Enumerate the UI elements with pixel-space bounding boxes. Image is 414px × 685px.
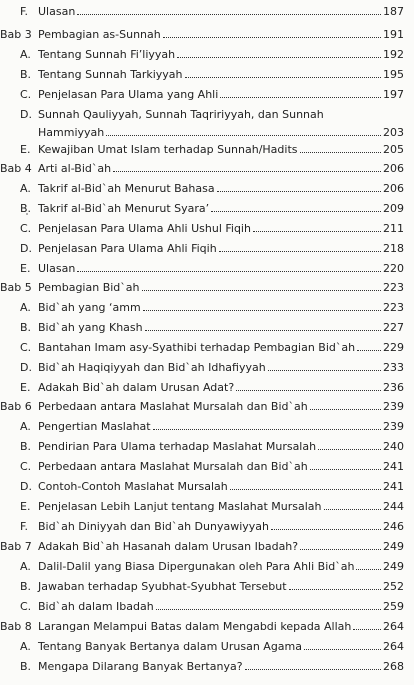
toc-section-row[interactable]: [20, 143, 404, 156]
toc-section-row[interactable]: [20, 361, 404, 374]
dot-leader: [143, 310, 381, 311]
entry-title: Pembagian Bid`ah: [38, 281, 140, 294]
page-number: 192: [383, 48, 404, 61]
section-letter: C.: [20, 88, 32, 101]
page-number: 211: [383, 222, 404, 235]
entry-title: Mengapa Dilarang Banyak Bertanya?: [38, 660, 243, 673]
entry-title: Tentang Sunnah Fi’liyyah: [38, 48, 176, 61]
section-letter: A.: [20, 301, 31, 314]
section-letter: B.: [20, 660, 32, 673]
page-number: 187: [383, 5, 404, 18]
page-number: 206: [383, 182, 404, 195]
section-letter: B.: [20, 68, 32, 81]
dot-leader: [304, 649, 381, 650]
entry-title: Bid`ah yang ‘amm: [38, 301, 141, 314]
section-letter: D.: [20, 108, 32, 121]
section-letter: D.: [20, 480, 32, 493]
entry-title: Bid`ah dalam Ibadah: [38, 600, 154, 613]
toc-section-row[interactable]: [20, 420, 404, 433]
page-number: 223: [383, 281, 404, 294]
dot-leader: [142, 290, 382, 291]
section-letter: C.: [20, 460, 32, 473]
dot-leader: [318, 449, 381, 450]
page-number: 218: [383, 242, 404, 255]
dot-leader: [211, 211, 381, 212]
section-letter: A.: [20, 640, 31, 653]
toc-section-row[interactable]: [20, 202, 404, 215]
entry-title: Bid`ah Haqiqiyyah dan Bid`ah Idhafiyyah: [38, 361, 266, 374]
toc-section-row[interactable]: [20, 341, 404, 354]
entry-title: Bantahan Imam asy-Syathibi terhadap Pembagian Bid`ah: [38, 341, 356, 354]
page-number: 246: [383, 520, 404, 533]
entry-title: Jawaban terhadap Syubhat-Syubhat Tersebut: [38, 580, 287, 593]
page-number: 239: [383, 420, 404, 433]
section-letter: C.: [20, 222, 32, 235]
toc-section-row[interactable]: [20, 222, 404, 235]
entry-title: Ulasan: [38, 5, 76, 18]
toc-section-row[interactable]: [20, 480, 404, 493]
entry-title: Pengertian Maslahat: [38, 420, 151, 433]
section-letter: B.: [20, 580, 32, 593]
dot-leader: [353, 629, 381, 630]
entry-title: Bid`ah Diniyyah dan Bid`ah Dunyawiyyah: [38, 520, 270, 533]
page-number: 259: [383, 600, 404, 613]
dot-leader: [300, 549, 381, 550]
chapter-number: Bab 6: [0, 400, 32, 413]
page-number: 209: [383, 202, 404, 215]
toc-section-row[interactable]: [20, 640, 404, 653]
page-number: 227: [383, 321, 404, 334]
toc-chapter-row[interactable]: [0, 400, 404, 413]
toc-section-row[interactable]: [20, 560, 404, 573]
toc-chapter-row[interactable]: [0, 28, 404, 41]
toc-chapter-row[interactable]: [0, 620, 404, 633]
section-letter: B.: [20, 440, 32, 453]
page-number: 236: [383, 381, 404, 394]
page-number: 241: [383, 460, 404, 473]
page-number: 191: [383, 28, 404, 41]
section-letter: A.: [20, 48, 31, 61]
entry-title: Penjelasan Para Ulama Ahli Fiqih: [38, 242, 217, 255]
dot-leader: [230, 489, 381, 490]
dot-leader: [77, 271, 381, 272]
section-letter: A.: [20, 182, 31, 195]
toc-section-row[interactable]: [20, 580, 404, 593]
toc-section-row[interactable]: [20, 440, 404, 453]
section-letter: B.: [20, 321, 32, 334]
dot-leader: [324, 509, 382, 510]
page-number: 241: [383, 480, 404, 493]
entry-title-continuation: Hammiyyah: [38, 126, 105, 139]
section-letter: D.: [20, 242, 32, 255]
dot-leader: [253, 231, 381, 232]
toc-section-row[interactable]: [20, 321, 404, 334]
entry-title: Adakah Bid`ah dalam Urusan Adat?: [38, 381, 235, 394]
section-letter: F.: [20, 5, 29, 18]
dot-leader: [177, 57, 381, 58]
dot-leader: [357, 350, 381, 351]
section-letter: F.: [20, 520, 29, 533]
section-letter: B.: [20, 202, 32, 215]
page-number: 229: [383, 341, 404, 354]
chapter-number: Bab 5: [0, 281, 32, 294]
page-number: 223: [383, 301, 404, 314]
page-number: 239: [383, 400, 404, 413]
page-number: 233: [383, 361, 404, 374]
page-number: 195: [383, 68, 404, 81]
dot-leader: [113, 171, 381, 172]
section-letter: D.: [20, 361, 32, 374]
page-number: 203: [383, 126, 404, 139]
chapter-number: Bab 7: [0, 540, 32, 553]
page-number: 205: [383, 143, 404, 156]
page-number: 197: [383, 88, 404, 101]
entry-title: Contoh-Contoh Maslahat Mursalah: [38, 480, 228, 493]
dot-leader: [77, 14, 381, 15]
page-number: 249: [383, 540, 404, 553]
toc-section-row[interactable]: [20, 301, 404, 314]
page-number: 252: [383, 580, 404, 593]
page-number: 264: [383, 640, 404, 653]
entry-title: Dalil-Dalil yang Biasa Dipergunakan oleh Para Ahli Bid`ah: [38, 560, 355, 573]
toc-section-row[interactable]: [20, 48, 404, 61]
dot-leader: [220, 97, 381, 98]
entry-title: Perbedaan antara Maslahat Mursalah dan Bid`ah: [38, 460, 308, 473]
chapter-number: Bab 8: [0, 620, 32, 633]
dot-leader: [300, 152, 381, 153]
entry-title: Adakah Bid`ah Hasanah dalam Urusan Ibadah?: [38, 540, 299, 553]
entry-title: Pendirian Para Ulama terhadap Maslahat Mursalah: [38, 440, 317, 453]
section-letter: E.: [20, 500, 31, 513]
dot-leader: [289, 589, 381, 590]
page-number: 220: [383, 262, 404, 275]
entry-title: Pembagian as-Sunnah: [38, 28, 161, 41]
section-letter: A.: [20, 420, 31, 433]
entry-title: Kewajiban Umat Islam terhadap Sunnah/Hadits: [38, 143, 298, 156]
toc-section-row[interactable]: [20, 500, 404, 513]
page-number: 264: [383, 620, 404, 633]
entry-title: Takrif al-Bid`ah Menurut Syara’: [38, 202, 210, 215]
toc-section-row[interactable]: [20, 88, 404, 101]
section-letter: E.: [20, 381, 31, 394]
toc-chapter-row[interactable]: [0, 540, 404, 553]
toc-section-row[interactable]: [20, 460, 404, 473]
dot-leader: [163, 37, 381, 38]
page-number: 206: [383, 162, 404, 175]
toc-section-row[interactable]: [20, 660, 404, 673]
entry-title: Penjelasan Lebih Lanjut tentang Maslahat Mursalah: [38, 500, 322, 513]
chapter-number: Bab 4: [0, 162, 32, 175]
entry-title: Larangan Melampui Batas dalam Mengabdi kepada Allah: [38, 620, 352, 633]
section-letter: E.: [20, 143, 31, 156]
dot-leader: [219, 251, 381, 252]
toc-section-row[interactable]: [20, 5, 404, 18]
section-letter: C.: [20, 600, 32, 613]
dot-leader: [245, 669, 381, 670]
dot-leader: [236, 390, 381, 391]
toc-section-row[interactable]: [20, 182, 404, 195]
toc-section-row[interactable]: [20, 68, 404, 81]
entry-title: Ulasan: [38, 262, 76, 275]
dot-leader: [268, 370, 381, 371]
entry-title: Perbedaan antara Maslahat Mursalah dan Bid`ah: [38, 400, 308, 413]
entry-title: Arti al-Bid`ah: [38, 162, 112, 175]
dot-leader: [156, 609, 381, 610]
dot-leader: [106, 135, 381, 136]
toc-section-row[interactable]: [20, 600, 404, 613]
page-number: 268: [383, 660, 404, 673]
page-number: 249: [383, 560, 404, 573]
toc-section-row[interactable]: [20, 520, 404, 533]
dot-leader: [145, 330, 381, 331]
entry-title: Penjelasan Para Ulama yang Ahli: [38, 88, 219, 101]
toc-section-row[interactable]: [20, 242, 404, 255]
dot-leader: [217, 191, 381, 192]
toc-section-row[interactable]: [20, 262, 404, 275]
dot-leader: [153, 429, 381, 430]
dot-leader: [271, 529, 381, 530]
section-letter: A.: [20, 560, 31, 573]
toc-chapter-row[interactable]: [0, 162, 404, 175]
section-letter: C.: [20, 341, 32, 354]
toc-section-row[interactable]: [20, 381, 404, 394]
entry-title: Penjelasan Para Ulama Ahli Ushul Fiqih: [38, 222, 251, 235]
dot-leader: [185, 77, 381, 78]
toc-chapter-row[interactable]: [0, 281, 404, 294]
toc-section-row-continued[interactable]: [38, 126, 404, 139]
entry-title: Tentang Sunnah Tarkiyyah: [38, 68, 183, 81]
page-number: 244: [383, 500, 404, 513]
page-number: 240: [383, 440, 404, 453]
entry-title: Tentang Banyak Bertanya dalam Urusan Agama: [38, 640, 302, 653]
dot-leader: [356, 569, 381, 570]
entry-title: Bid`ah yang Khash: [38, 321, 143, 334]
chapter-number: Bab 3: [0, 28, 32, 41]
section-letter: E.: [20, 262, 31, 275]
entry-title: Sunnah Qauliyyah, Sunnah Taqririyyah, dan Sunnah: [38, 108, 324, 121]
toc-section-row[interactable]: [20, 108, 404, 121]
dot-leader: [310, 409, 381, 410]
entry-title: Takrif al-Bid`ah Menurut Bahasa: [38, 182, 215, 195]
dot-leader: [310, 469, 381, 470]
